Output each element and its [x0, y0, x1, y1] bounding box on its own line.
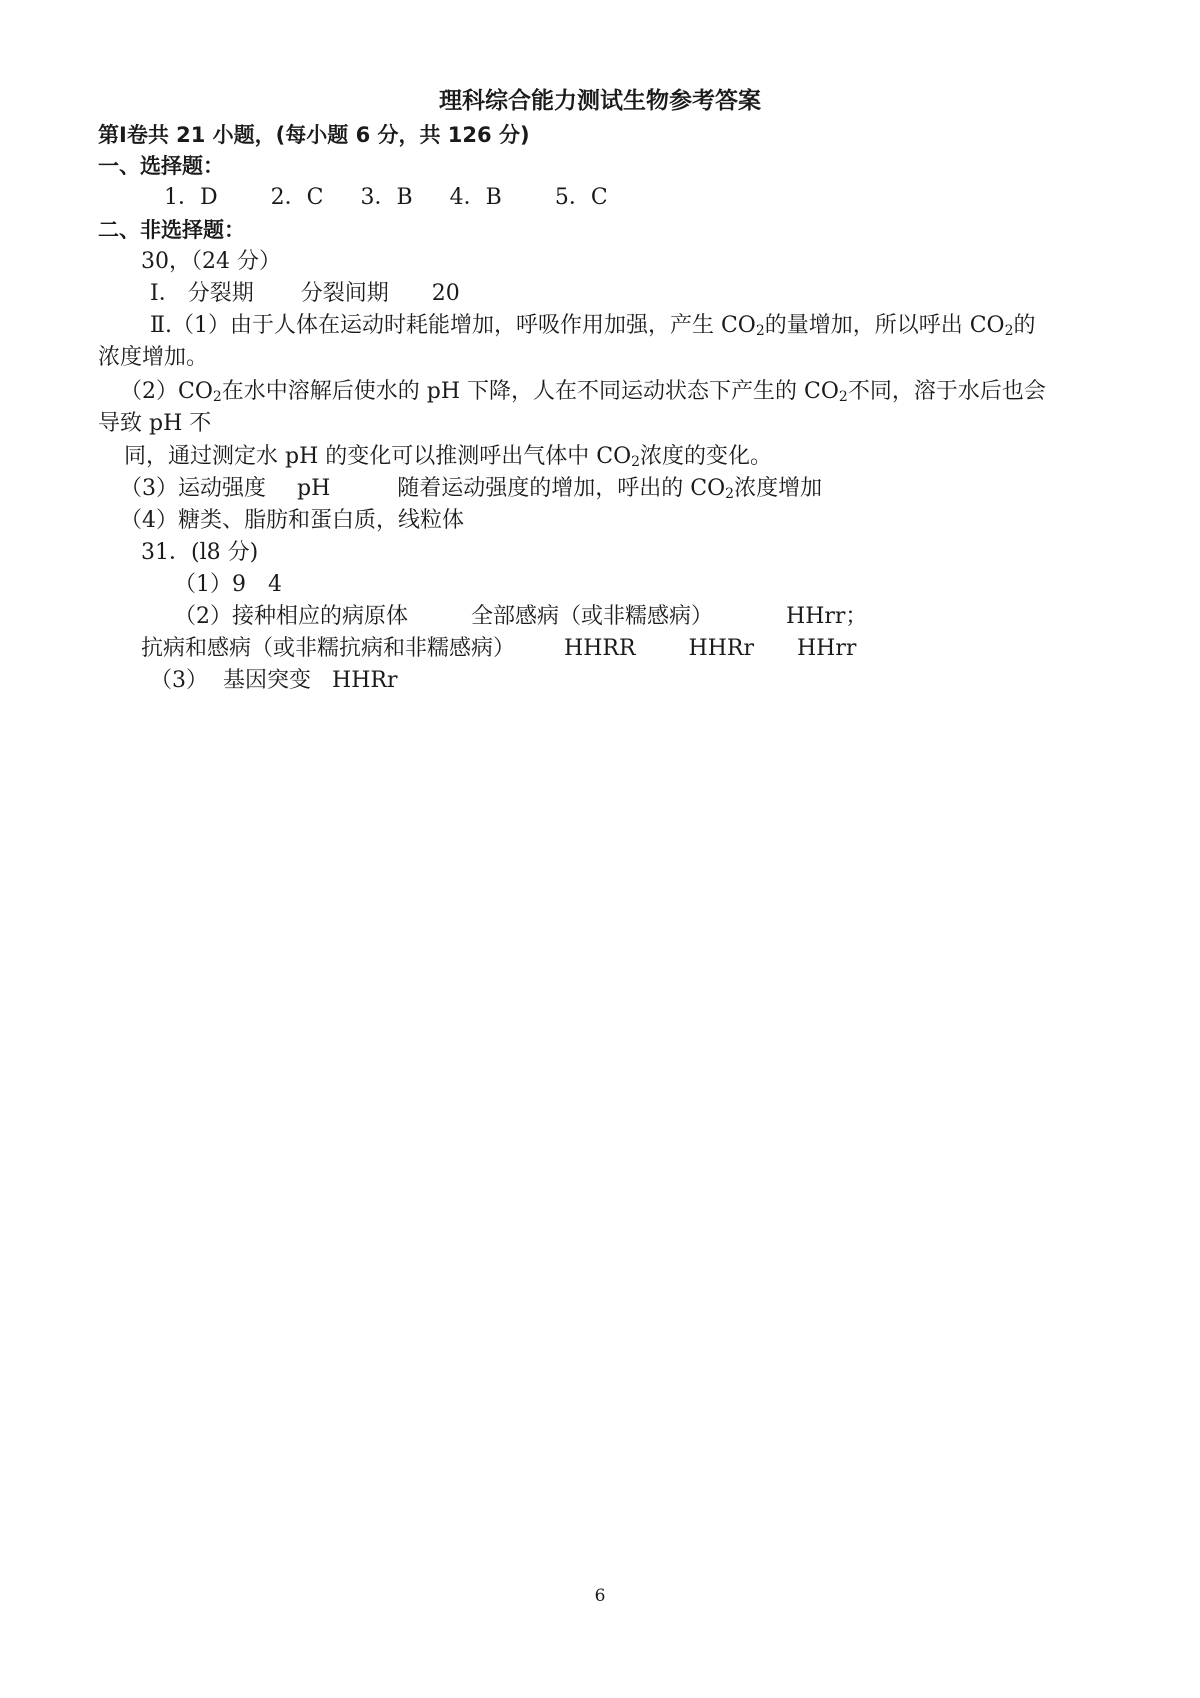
subscript: 2 — [212, 389, 222, 405]
text-segment: （3） — [150, 668, 208, 693]
q30-part2-2-line3 — [124, 442, 772, 477]
q30-part2-3 — [120, 474, 822, 509]
part1-header: 第Ⅰ卷共 21 小题，(每小题 6 分，共 126 分) — [98, 123, 530, 147]
mc-answer: 5．C — [554, 185, 608, 210]
page-title: 理科综合能力测试生物参考答案 — [439, 88, 761, 114]
q30-part1-answer: 20 — [431, 281, 460, 306]
text-segment: 在水中溶解后使水的 pH 下降，人在不同运动状态下产生的 CO — [221, 379, 839, 404]
section1-heading: 一、选择题： — [98, 154, 224, 178]
q30-header: 30，（24 分） — [141, 249, 281, 274]
section2-heading: 二、非选择题： — [98, 218, 245, 242]
q31-header: 31．(l8 分) — [141, 540, 259, 565]
text-segment: Ⅱ.（1）由于人体在运动时耗能增加，呼吸作用加强，产生 CO — [150, 313, 756, 338]
subscript: 2 — [755, 323, 765, 339]
mc-answer: 2．C — [270, 185, 324, 210]
mc-answer: 1．D — [164, 185, 218, 210]
genotype: HHrr — [796, 636, 857, 661]
text-segment: 抗病和感病（或非糯抗病和非糯感病） — [141, 636, 516, 661]
subscript: 2 — [838, 389, 848, 405]
genotype: HHRr — [688, 636, 754, 661]
mc-answer: 3．B — [360, 185, 413, 210]
genotype: HHRr — [332, 668, 398, 693]
mc-answer: 4．B — [449, 185, 502, 210]
q30-part2-1 — [150, 311, 1036, 346]
text-segment: 随着运动强度的增加，呼出的 CO — [397, 476, 726, 501]
q30-part2-1-continuation: 浓度增加。 — [98, 345, 209, 370]
subscript: 2 — [725, 486, 735, 502]
text-segment: （2）CO — [120, 379, 213, 404]
text-segment: pH — [297, 476, 331, 501]
mc-answers — [164, 183, 608, 213]
q31-part2 — [174, 602, 867, 632]
text-segment: 基因突变 — [223, 668, 312, 693]
q31-part3 — [150, 666, 397, 696]
text-segment: 浓度的变化。 — [640, 444, 773, 469]
text-segment: 的 — [1013, 313, 1036, 338]
genotype: HHRR — [564, 636, 636, 661]
q30-part1-label: Ⅰ． — [150, 281, 181, 306]
page-number: 6 — [594, 1586, 606, 1606]
text-segment: （2）接种相应的病原体 — [174, 604, 408, 629]
q30-part1-answer: 分裂期 — [187, 281, 254, 306]
text-segment: 浓度增加 — [734, 476, 823, 501]
text-segment: 的量增加，所以呼出 CO — [764, 313, 1005, 338]
q30-part2-2 — [120, 377, 1046, 412]
text-segment: 不同，溶于水后也会 — [847, 379, 1046, 404]
q31-part1: （1）9 4 — [174, 572, 282, 597]
q30-part2-4: （4）糖类、脂肪和蛋白质，线粒体 — [120, 508, 464, 533]
q30-part1-answer: 分裂间期 — [300, 281, 389, 306]
text-segment: 全部感病（或非糯感病） — [471, 604, 714, 629]
q30-part1 — [150, 279, 460, 309]
q30-part2-2-line2: 导致 pH 不 — [98, 411, 212, 436]
text-segment: （3）运动强度 — [120, 476, 266, 501]
text-segment: 同，通过测定水 pH 的变化可以推测呼出气体中 CO — [124, 444, 632, 469]
subscript: 2 — [631, 454, 641, 470]
text-segment: HHrr； — [786, 604, 868, 629]
q31-part2-line2 — [141, 634, 856, 664]
subscript: 2 — [1004, 323, 1014, 339]
